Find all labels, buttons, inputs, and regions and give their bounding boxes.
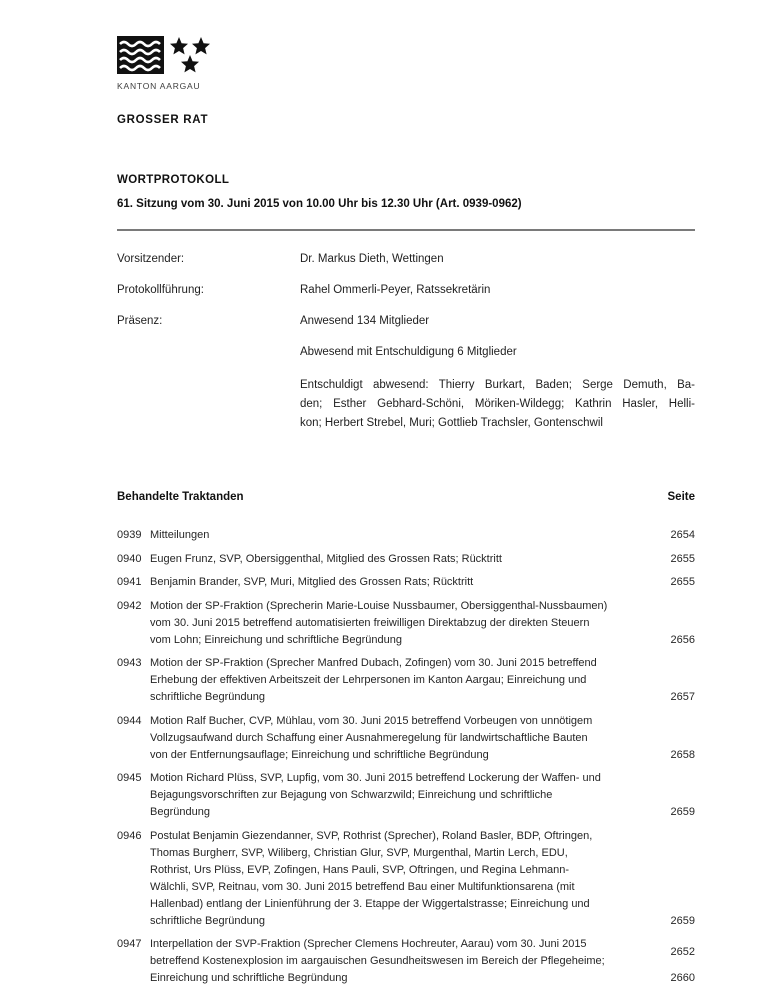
agenda-item-line: Vollzugsaufwand durch Schaffung einer Ausnahmeregelung für landwirtschaftliche Bauten bbox=[150, 731, 588, 744]
agenda-item-number: 0940 bbox=[117, 552, 142, 565]
excused-line: kon; Herbert Strebel, Muri; Gottlieb Trachsler, Gontenschwil bbox=[300, 417, 603, 429]
agenda-item bbox=[117, 574, 695, 591]
header-divider bbox=[117, 229, 695, 231]
agenda-item-line: Einreichung und schriftliche Begründung bbox=[150, 972, 348, 984]
agenda-item-number: 0939 bbox=[117, 529, 142, 541]
meta-label bbox=[117, 345, 300, 359]
agenda-item-number: 0943 bbox=[117, 657, 142, 669]
agenda-item-line: Postulat Benjamin Giezendanner, SVP, Rothrist (Sprecher), Roland Basler, BDP, Oftringen, bbox=[150, 829, 593, 842]
excused-line: den; Esther Gebhard-Schöni, Möriken-Wildegg; Kathrin Hasler, Helli- bbox=[300, 398, 695, 410]
agenda-item-text bbox=[150, 551, 655, 568]
meta-value: Anwesend 134 Mitglieder bbox=[300, 315, 430, 327]
agenda-item bbox=[117, 655, 695, 706]
agenda-item bbox=[117, 828, 695, 930]
agenda-item-line: vom 30. Juni 2015 betreffend automatisierten freiwilligen Direktabzug der direkten Steuern bbox=[150, 616, 590, 629]
agenda-item-page: 2655 bbox=[670, 576, 695, 588]
session-title: 61. Sitzung vom 30. Juni 2015 von 10.00 Uhr bis 12.30 Uhr (Art. 0939-0962) bbox=[117, 198, 522, 210]
agenda-item-line: Eugen Frunz, SVP, Obersiggenthal, Mitglied des Grossen Rats; Rücktritt bbox=[150, 552, 502, 565]
agenda-item-line: Motion Ralf Bucher, CVP, Mühlau, vom 30. Juni 2015 betreffend Vorbeugen von unnötigem bbox=[150, 714, 593, 727]
agenda-item-line: schriftliche Begründung bbox=[150, 691, 265, 703]
page-content bbox=[117, 0, 695, 994]
agenda-item-page: 2656 bbox=[670, 633, 695, 646]
org-title: GROSSER RAT bbox=[117, 114, 209, 126]
agenda-item-number: 0941 bbox=[117, 576, 142, 588]
meta-row-chair bbox=[117, 252, 695, 266]
agenda-header bbox=[117, 491, 695, 503]
agenda-item-line: Motion der SP-Fraktion (Sprecher Manfred Dubach, Zofingen) vom 30. Juni 2015 betreffend bbox=[150, 657, 597, 669]
three-stars-icon bbox=[170, 37, 210, 72]
agenda-item-text bbox=[150, 655, 655, 706]
agenda-item-text bbox=[150, 598, 655, 649]
agenda-item-line: Begründung bbox=[150, 806, 210, 818]
agenda-item-line: Interpellation der SVP-Fraktion (Sprecher Clemens Hochreuter, Aarau) vom 30. Juni 2015 bbox=[150, 938, 587, 950]
meta-value: Abwesend mit Entschuldigung 6 Mitglieder bbox=[300, 346, 517, 358]
agenda-item-text bbox=[150, 770, 655, 821]
agenda-title: Behandelte Traktanden bbox=[117, 491, 244, 503]
meta-value: Rahel Ommerli-Peyer, Ratssekretärin bbox=[300, 284, 491, 296]
agenda-item-line: Motion der SP-Fraktion (Sprecherin Marie-Louise Nussbaumer, Obersiggenthal-Nussbaumen) bbox=[150, 599, 608, 612]
meta-label: Vorsitzender: bbox=[117, 253, 185, 265]
agenda-item-page: 2660 bbox=[670, 972, 695, 984]
meta-block bbox=[117, 252, 695, 433]
agenda-item-line: Mitteilungen bbox=[150, 529, 210, 541]
agenda-item-text bbox=[150, 828, 655, 930]
agenda-item-page: 2658 bbox=[670, 748, 695, 761]
agenda-item-line: vom Lohn; Einreichung und schriftliche Begründung bbox=[150, 633, 402, 646]
agenda-item-line: Thomas Burgherr, SVP, Wiliberg, Christian Glur, SVP, Murgenthal, Martin Lerch, EDU, bbox=[150, 846, 568, 859]
agenda-item-line: Hallenbad) entlang der Linienführung der 3. Etappe der Wiggertalstrasse; Einreichung und bbox=[150, 897, 590, 910]
agenda-item bbox=[117, 527, 695, 544]
agenda-item-number: 0945 bbox=[117, 772, 142, 784]
meta-value: Dr. Markus Dieth, Wettingen bbox=[300, 253, 444, 265]
agenda-item-page: 2655 bbox=[670, 552, 695, 565]
excused-absent-paragraph bbox=[300, 376, 695, 433]
agenda-item-text bbox=[150, 574, 655, 591]
agenda-item-line: betreffend Kostenexplosion im aargauischen Gesundheitswesen im Bereich der Pflegeheime; bbox=[150, 955, 605, 967]
excused-line: Entschuldigt abwesend: Thierry Burkart, Baden; Serge Demuth, Ba- bbox=[300, 379, 695, 391]
meta-label: Protokollführung: bbox=[117, 284, 204, 296]
agenda-item-page: 2654 bbox=[670, 529, 695, 541]
agenda-item bbox=[117, 551, 695, 568]
agenda-item-page: 2659 bbox=[670, 914, 695, 927]
agenda-item-text bbox=[150, 713, 655, 764]
agenda-list bbox=[117, 527, 695, 987]
agenda-item-number: 0947 bbox=[117, 938, 142, 950]
agenda-item-line: von der Entfernungsauflage; Einreichung und schriftliche Begründung bbox=[150, 748, 489, 761]
agenda-item-number: 0944 bbox=[117, 714, 142, 727]
agenda-item-line: Erhebung der effektiven Arbeitszeit der Lehrpersonen im Kanton Aargau; Einreichung und bbox=[150, 674, 587, 686]
meta-row-presence bbox=[117, 314, 695, 328]
agenda-item-page: 2659 bbox=[670, 806, 695, 818]
agenda-item-line: schriftliche Begründung bbox=[150, 914, 265, 927]
agenda-item bbox=[117, 936, 695, 987]
footer-page-number: 2652 bbox=[670, 946, 695, 958]
doc-type-title: WORTPROTOKOLL bbox=[117, 174, 230, 186]
meta-row-secretary bbox=[117, 283, 695, 297]
agenda-item-line: Wälchli, SVP, Reitnau, vom 30. Juni 2015 betreffend Bau einer Multifunktionsarena (mit bbox=[150, 880, 575, 893]
agenda-item-line: Bejagungsvorschriften zur Bejagung von Schwarzwild; Einreichung und schriftliche bbox=[150, 789, 553, 801]
agenda-item bbox=[117, 713, 695, 764]
agenda-item bbox=[117, 770, 695, 821]
agenda-item-number: 0946 bbox=[117, 829, 142, 842]
aargau-coat-of-arms-icon bbox=[117, 36, 211, 74]
agenda-item-text bbox=[150, 527, 655, 544]
agenda-item-line: Rothrist, Urs Plüss, EVP, Zofingen, Hans Pauli, SVP, Oftringen, und Regina Lehmann- bbox=[150, 863, 570, 876]
agenda-item bbox=[117, 598, 695, 649]
agenda-item-number: 0942 bbox=[117, 599, 142, 612]
agenda-item-line: Motion Richard Plüss, SVP, Lupfig, vom 30. Juni 2015 betreffend Lockerung der Waffen- und bbox=[150, 772, 601, 784]
kanton-aargau-logo bbox=[117, 36, 695, 91]
logo-caption: KANTON AARGAU bbox=[117, 81, 201, 91]
agenda-page-column-header: Seite bbox=[667, 491, 695, 503]
agenda-item-line: Benjamin Brander, SVP, Muri, Mitglied des Grossen Rats; Rücktritt bbox=[150, 576, 474, 588]
meta-row-absent bbox=[117, 345, 695, 359]
agenda-item-text bbox=[150, 936, 655, 987]
meta-label: Präsenz: bbox=[117, 315, 163, 327]
agenda-item-page: 2657 bbox=[670, 691, 695, 703]
